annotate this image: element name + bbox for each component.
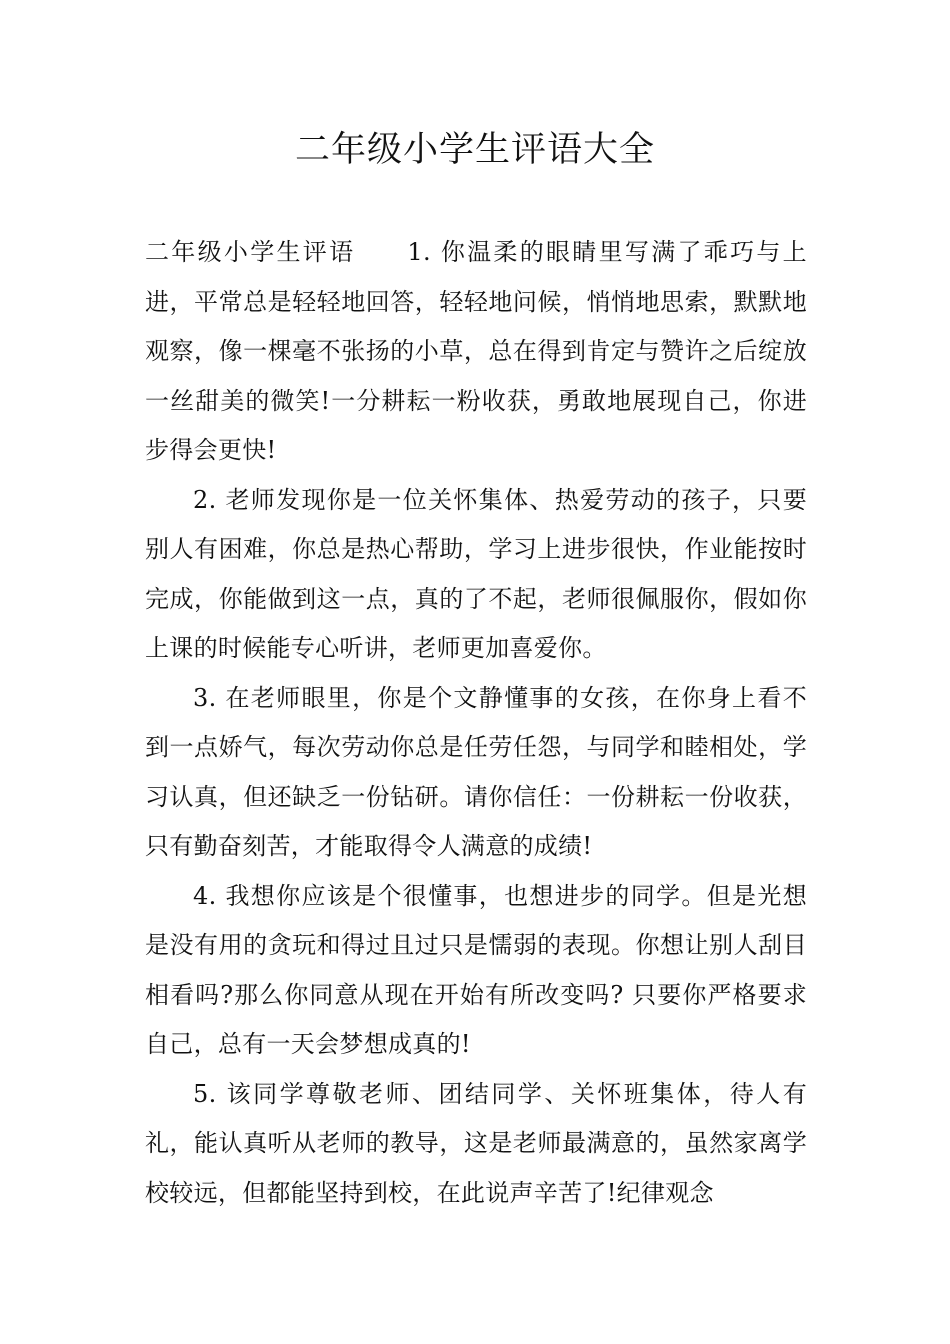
paragraph-5: 5. 该同学尊敬老师、团结同学、关怀班集体，待人有礼，能认真听从老师的教导，这是老师最满意的，虽然家离学校较远，但都能坚持到校，在此说声辛苦了!纪律观念 (145, 1079, 807, 1207)
paragraph-2: 2. 老师发现你是一位关怀集体、热爱劳动的孩子，只要别人有困难，你总是热心帮助，学习上进步很快，作业能按时完成，你能做到这一点，真的了不起，老师很佩服你，假如你上课的时候能专心听讲，老师更加喜爱你。 (145, 485, 807, 662)
paragraph-3: 3. 在老师眼里，你是个文静懂事的女孩，在你身上看不到一点娇气，每次劳动你总是任劳任怨，与同学和睦相处，学习认真，但还缺乏一份钻研。请你信任：一份耕耘一份收获，只有勤奋刻苦，才能取得令人满意的成绩! (145, 683, 807, 860)
document-title: 二年级小学生评语大全 (294, 130, 655, 170)
paragraph-4: 4. 我想你应该是个很懂事，也想进步的同学。但是光想是没有用的贪玩和得过且过只是懦弱的表现。你想让别人刮目相看吗?那么你同意从现在开始有所改变吗? 只要你严格要求自己，总有一天会梦想成真的! (145, 881, 807, 1058)
paragraph-1-text: 1. 你温柔的眼睛里写满了乖巧与上进，平常总是轻轻地回答，轻轻地问候，悄悄地思索，默默地观察，像一棵毫不张扬的小草，总在得到肯定与赞许之后绽放一丝甜美的微笑!一分耕耘一粉收获，勇敢地展现自己，你进步得会更快! (145, 238, 807, 464)
intro-label: 二年级小学生评语 (145, 238, 356, 266)
document-body (145, 228, 807, 1218)
paragraph-1 (145, 228, 807, 476)
